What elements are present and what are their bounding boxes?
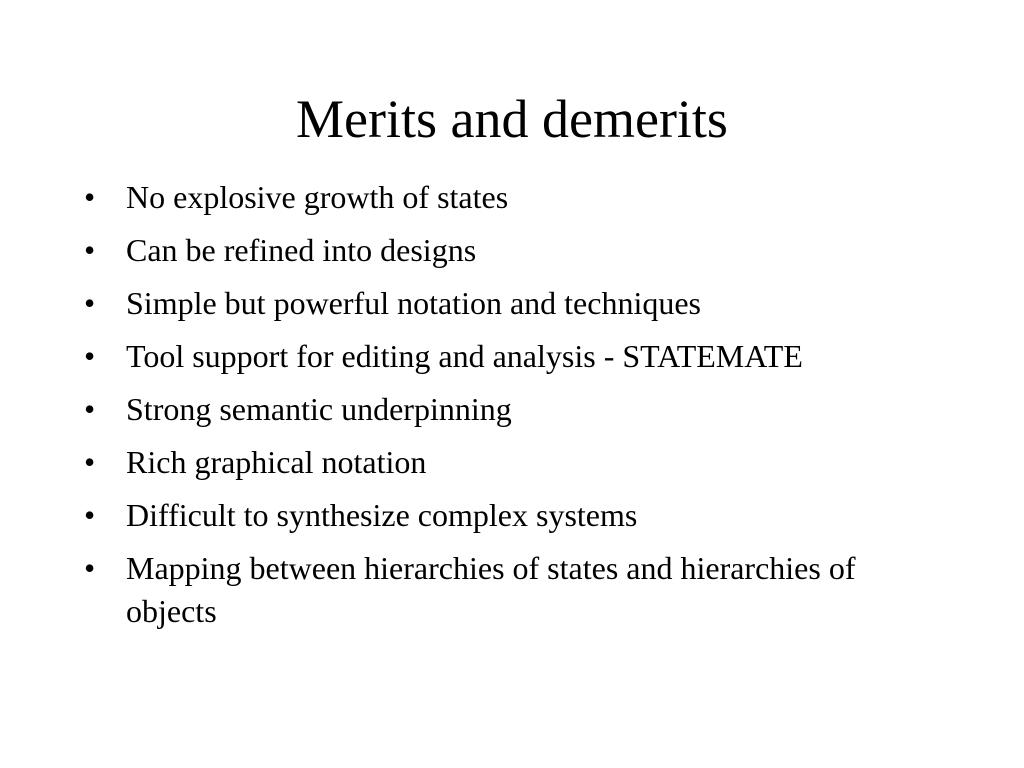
bullet-list <box>84 176 904 643</box>
bullet-icon: • <box>84 550 96 586</box>
list-item <box>84 388 904 431</box>
bullet-icon: • <box>84 444 96 480</box>
list-item <box>84 335 904 378</box>
bullet-icon: • <box>84 391 96 427</box>
bullet-icon: • <box>84 338 96 374</box>
bullet-text: Mapping between hierarchies of states and hierarchies of objects <box>126 550 856 629</box>
list-item <box>84 176 904 219</box>
list-item <box>84 229 904 272</box>
bullet-icon: • <box>84 497 96 533</box>
list-item <box>84 494 904 537</box>
bullet-text: No explosive growth of states <box>126 179 509 215</box>
list-item <box>84 547 904 633</box>
bullet-icon: • <box>84 285 96 321</box>
bullet-icon: • <box>84 232 96 268</box>
bullet-text: Strong semantic underpinning <box>126 391 512 427</box>
bullet-text: Tool support for editing and analysis - STATEMATE <box>126 338 803 374</box>
slide-title: Merits and demerits <box>296 89 728 149</box>
list-item <box>84 441 904 484</box>
bullet-icon: • <box>84 179 96 215</box>
list-item <box>84 282 904 325</box>
bullet-text: Can be refined into designs <box>126 232 477 268</box>
bullet-text: Rich graphical notation <box>126 444 427 480</box>
bullet-text: Simple but powerful notation and techniques <box>126 285 701 321</box>
bullet-text: Difficult to synthesize complex systems <box>126 497 638 533</box>
